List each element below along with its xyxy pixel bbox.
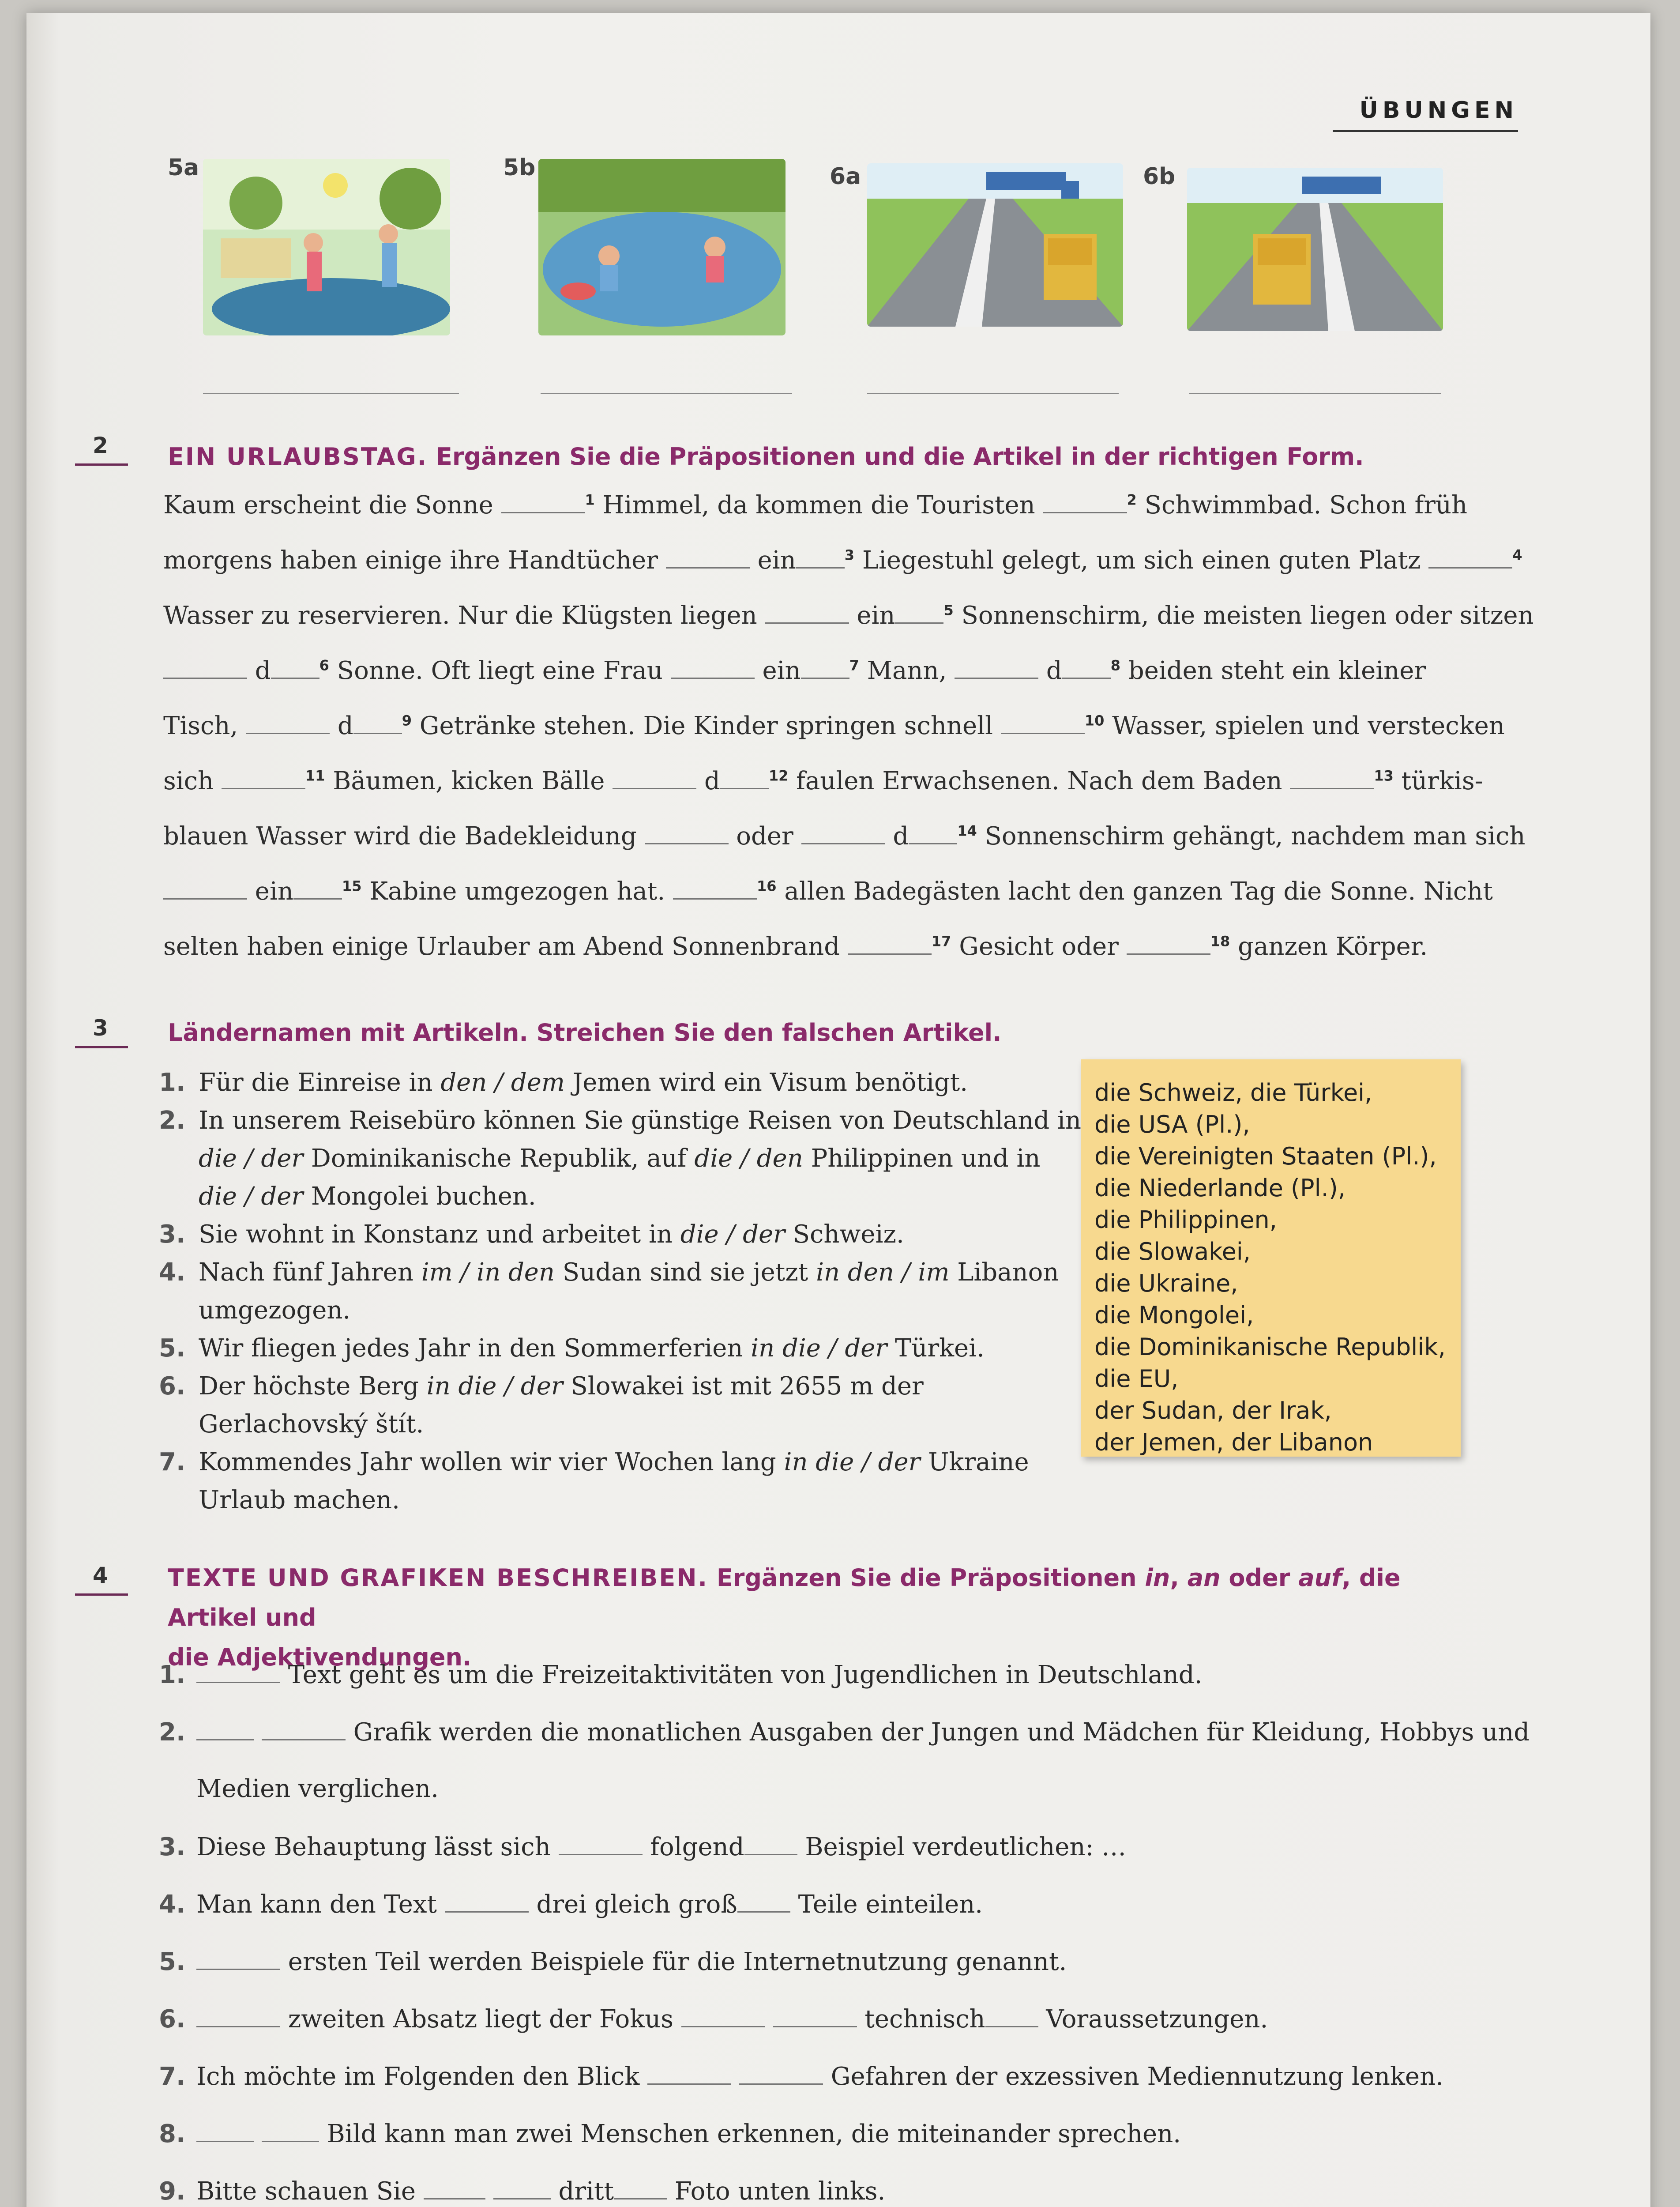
answer-line-5a[interactable] <box>203 393 459 394</box>
box-entry: der Sudan, der Irak, <box>1094 1397 1332 1424</box>
exercise-4-title: TEXTE UND GRAFIKEN BESCHREIBEN. Ergänzen Sie die Präpositionen in, an oder auf, die Artikel und die Adjektivendungen. <box>168 1564 1401 1671</box>
section-header <box>1333 97 1518 132</box>
gap[interactable] <box>773 2004 857 2027</box>
highway-truck-icon <box>1187 168 1443 331</box>
gap-6a[interactable] <box>163 655 247 679</box>
exercise-4-number: 4 <box>93 1563 108 1588</box>
picture-label-6b: 6b <box>1143 163 1176 190</box>
answer-line-5b[interactable] <box>541 393 792 394</box>
article-choice[interactable]: in die / der <box>426 1372 563 1401</box>
gap[interactable] <box>744 1832 797 1855</box>
gap-1[interactable] <box>501 490 585 513</box>
exercise-2-number: 2 <box>93 433 108 458</box>
article-choice[interactable]: in die / der <box>784 1448 921 1476</box>
ex4-item-2-continuation: Medien verglichen. <box>196 1774 439 1803</box>
exercise-3-number: 3 <box>93 1015 108 1041</box>
article-choice[interactable]: im / in den <box>421 1258 555 1287</box>
box-entry: die Mongolei, <box>1094 1301 1254 1329</box>
gap[interactable] <box>445 1889 529 1913</box>
ex4-item-5: 5. ersten Teil werden Beispiele für die Internetnutzung genannt. <box>159 1947 1067 1976</box>
gap-18[interactable] <box>1127 931 1210 955</box>
article-choice[interactable]: den / dem <box>440 1068 565 1097</box>
gap[interactable] <box>196 1660 280 1683</box>
section-title: ÜBUNGEN <box>1359 97 1518 124</box>
gap[interactable] <box>493 2176 551 2199</box>
article-choice[interactable]: die / den <box>694 1144 803 1173</box>
gap[interactable] <box>681 2004 765 2027</box>
ex4-item-2: 2. Grafik werden die monatlichen Ausgaben der Jungen und Mädchen für Kleidung, Hobbys und <box>159 1718 1530 1747</box>
highway-truck-icon <box>867 163 1123 327</box>
ex2-line-5: Tisch, d $^9$ Getränke stehen. Die Kinder springen schnell $^{10}$ Wasser, spielen und verstecken <box>163 712 1505 740</box>
ex2-line-8: ein $^{15}$ Kabine umgezogen hat. $^{16}$ allen Badegästen lacht den ganzen Tag die Sonne. Nicht <box>163 876 1493 906</box>
ex4-item-9: 9. Bitte schauen Sie dritt Foto unten links. <box>159 2177 886 2206</box>
gap-3b[interactable] <box>796 545 845 569</box>
gap[interactable] <box>737 1889 790 1913</box>
gap-14c[interactable] <box>909 821 957 844</box>
header-underline <box>1333 130 1518 132</box>
gap-5b[interactable] <box>895 600 943 624</box>
gap[interactable] <box>424 2176 485 2199</box>
ex3-item-6: 6. Der höchste Berg in die / der Slowakei ist mit 2655 m der Gerlachovský štít. <box>159 1372 924 1439</box>
box-entry: die Schweiz, die Türkei, <box>1094 1079 1372 1107</box>
gap[interactable] <box>196 2004 280 2027</box>
country-names-box <box>1081 1059 1461 1457</box>
picture-label-5a: 5a <box>168 154 199 181</box>
exercise-2-title <box>168 437 1364 477</box>
gap-11[interactable] <box>222 766 305 789</box>
gap-3a[interactable] <box>666 545 750 569</box>
gap[interactable] <box>614 2176 667 2199</box>
gap-4[interactable] <box>1428 545 1512 569</box>
box-entry: die USA (Pl.), <box>1094 1111 1250 1138</box>
gap[interactable] <box>739 2061 823 2085</box>
gap-12b[interactable] <box>720 766 769 789</box>
gap-14b[interactable] <box>801 821 885 844</box>
ex2-line-2: morgens haben einige ihre Handtücher ein $^3$ Liegestuhl gelegt, um sich einen guten Platz $^4$ <box>163 546 1522 575</box>
picture-label-5b: 5b <box>503 154 536 181</box>
ex4-item-8: 8. Bild kann man zwei Menschen erkennen, die miteinander sprechen. <box>159 2120 1181 2148</box>
ex2-line-1: Kaum erscheint die Sonne $^1$ Himmel, da kommen die Touristen $^2$ Schwimmbad. Schon früh <box>163 491 1468 520</box>
gap-14a[interactable] <box>645 821 729 844</box>
gap-6b[interactable] <box>271 655 319 679</box>
gap-9b[interactable] <box>353 711 402 734</box>
gap-9a[interactable] <box>246 711 330 734</box>
gap-8a[interactable] <box>955 655 1038 679</box>
ex4-item-6: 6. zweiten Absatz liegt der Fokus technisch Voraussetzungen. <box>159 2005 1268 2034</box>
gap[interactable] <box>647 2061 731 2085</box>
ex3-item-3: 3. Sie wohnt in Konstanz und arbeitet in die / der Schweiz. <box>159 1220 904 1249</box>
ex2-line-4: d $^6$ Sonne. Oft liegt eine Frau ein $^7$ Mann, d $^8$ beiden steht ein kleiner <box>163 655 1426 685</box>
gap-15b[interactable] <box>293 876 342 900</box>
ex3-item-7: 7. Kommendes Jahr wollen wir vier Wochen lang in die / der Ukraine Urlaub machen. <box>159 1448 1029 1514</box>
article-choice[interactable]: die / der <box>680 1220 785 1249</box>
ex2-line-6: sich $^{11}$ Bäumen, kicken Bälle d $^{12}$ faulen Erwachsenen. Nach dem Baden $^{13}$ türkis- <box>163 767 1483 795</box>
gap-12a[interactable] <box>613 766 696 789</box>
exercise-3-underline <box>75 1046 128 1048</box>
workbook-page <box>26 13 1650 2207</box>
box-entry: die Niederlande (Pl.), <box>1094 1174 1346 1202</box>
article-choice[interactable]: in den / im <box>816 1258 950 1287</box>
gap-5a[interactable] <box>765 600 849 624</box>
lake-beach-icon <box>203 159 450 335</box>
gap-13[interactable] <box>1290 766 1374 789</box>
gap[interactable] <box>262 2119 319 2142</box>
exercise-2-underline <box>75 463 128 466</box>
box-entry: die Ukraine, <box>1094 1269 1238 1297</box>
box-entry: die EU, <box>1094 1365 1179 1393</box>
ex4-item-3: 3. Diese Behauptung lässt sich folgend Beispiel verdeutlichen: … <box>159 1833 1127 1861</box>
article-choice[interactable]: die / der <box>199 1182 304 1211</box>
ex3-item-1: 1. Für die Einreise in den / dem Jemen wird ein Visum benötigt. <box>159 1068 968 1097</box>
exercise-2-title-caps: EIN URLAUBSTAG. <box>168 443 428 471</box>
ex2-line-7: blauen Wasser wird die Badekleidung oder d $^{14}$ Sonnenschirm gehängt, nachdem man sich <box>163 822 1526 851</box>
gap-2[interactable] <box>1043 490 1127 513</box>
gap-7b[interactable] <box>801 655 849 679</box>
ex3-item-5: 5. Wir fliegen jedes Jahr in den Sommerferien in die / der Türkei. <box>159 1334 985 1363</box>
picture-label-6a: 6a <box>830 163 861 190</box>
ex4-item-4: 4. Man kann den Text drei gleich groß Teile einteilen. <box>159 1890 983 1919</box>
exercise-4-underline <box>75 1593 128 1596</box>
gap-7a[interactable] <box>671 655 755 679</box>
article-choice[interactable]: in die / der <box>751 1334 887 1363</box>
gap-16[interactable] <box>673 876 757 900</box>
exercise-3-list <box>159 1064 1086 1519</box>
gap[interactable] <box>196 2119 254 2142</box>
ex3-item-4: 4. Nach fünf Jahren im / in den Sudan sind sie jetzt in den / im Libanon umgezogen. <box>159 1258 1059 1325</box>
swimming-children-icon <box>538 159 786 335</box>
box-entry: die Vereinigten Staaten (Pl.), <box>1094 1142 1437 1170</box>
ex4-item-7: 7. Ich möchte im Folgenden den Blick Gefahren der exzessiven Mediennutzung lenken. <box>159 2062 1443 2091</box>
exercise-2-title-rest: Ergänzen Sie die Präpositionen und die Artikel in der richtigen Form. <box>436 443 1364 471</box>
gap[interactable] <box>196 1717 254 1740</box>
gap[interactable] <box>559 1832 643 1855</box>
gap-15a[interactable] <box>163 876 247 900</box>
gap-8b[interactable] <box>1062 655 1111 679</box>
gap-17[interactable] <box>848 931 932 955</box>
article-choice[interactable]: die / der <box>199 1144 304 1173</box>
gap[interactable] <box>196 1947 280 1970</box>
box-entry: die Dominikanische Republik, <box>1094 1333 1446 1361</box>
exercise-3-title: Ländernamen mit Artikeln. Streichen Sie den falschen Artikel. <box>168 1019 1002 1047</box>
gap[interactable] <box>262 1717 346 1740</box>
ex2-line-9: selten haben einige Urlauber am Abend Sonnenbrand $^{17}$ Gesicht oder $^{18}$ ganzen Körper. <box>163 932 1428 961</box>
gap-10[interactable] <box>1001 711 1085 734</box>
box-entry: der Jemen, der Libanon <box>1094 1428 1373 1456</box>
answer-line-6a[interactable] <box>867 393 1119 394</box>
ex4-item-1: 1. Text geht es um die Freizeitaktivitäten von Jugendlichen in Deutschland. <box>159 1661 1203 1689</box>
ex2-line-3: Wasser zu reservieren. Nur die Klügsten liegen ein $^5$ Sonnenschirm, die meisten liegen oder sitzen <box>163 601 1534 630</box>
box-entry: die Philippinen, <box>1094 1206 1277 1234</box>
gap[interactable] <box>985 2004 1038 2027</box>
box-entry: die Slowakei, <box>1094 1238 1251 1265</box>
ex3-item-2: 2. In unserem Reisebüro können Sie günstige Reisen von Deutschland in die / der Dominikanische Republik, auf die / den Philippinen und in die / der Mongolei buchen. <box>159 1106 1081 1211</box>
answer-line-6b[interactable] <box>1189 393 1441 394</box>
